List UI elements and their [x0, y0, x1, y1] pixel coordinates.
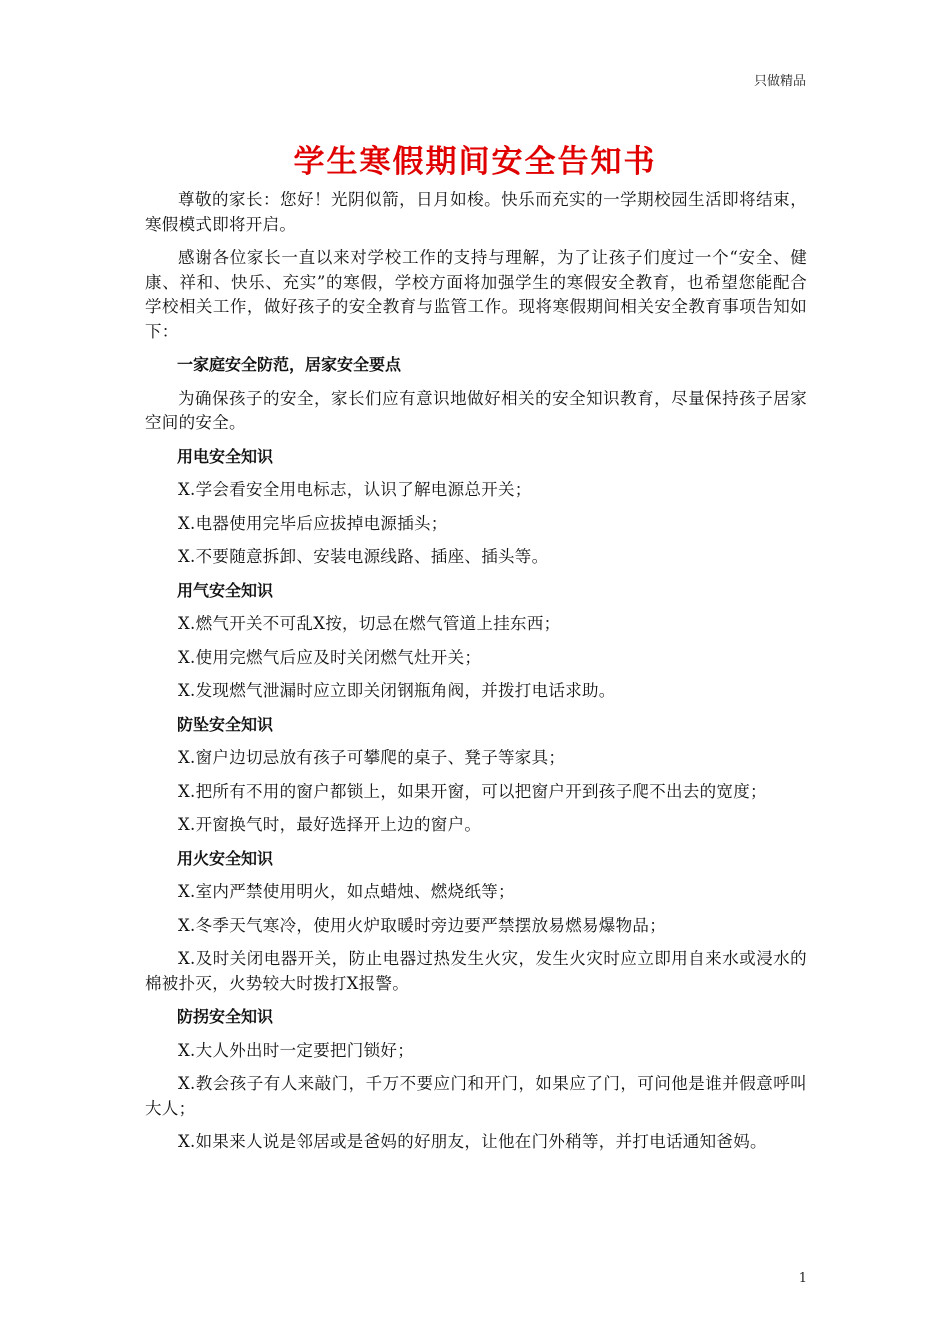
- list-item: X.如果来人说是邻居或是爸妈的好朋友，让他在门外稍等，并打电话通知爸妈。: [178, 1132, 767, 1151]
- list-item: X.冬季天气寒冷，使用火炉取暖时旁边要严禁摆放易燃易爆物品；: [178, 915, 666, 935]
- intro-paragraph-greeting: 尊敬的家长：您好！光阴似箭，日月如梭。快乐而充实的一学期校园生活即将结束，寒假模式即将开启。: [145, 190, 807, 234]
- list-item: X.学会看安全用电标志，认识了解电源总开关；: [178, 480, 532, 499]
- list-item: X.燃气开关不可乱X按，切忌在燃气管道上挂东西；: [178, 614, 561, 633]
- section-heading-abduction: 防拐安全知识: [177, 1007, 274, 1026]
- list-item: X.及时关闭电器开关，防止电器过热发生火灾，发生火灾时应立即用自来水或浸水的棉被扑灭，火势较大时拨打X报警。: [145, 949, 807, 993]
- page-title: 学生寒假期间安全告知书: [293, 144, 657, 180]
- section-heading-gas: 用气安全知识: [177, 580, 274, 600]
- section-heading-fall: 防坠安全知识: [177, 714, 274, 734]
- page-number: 1: [798, 1271, 807, 1286]
- list-item: X.不要随意拆卸、安装电源线路、插座、插头等。: [178, 547, 549, 566]
- list-item: X.使用完燃气后应及时关闭燃气灶开关；: [178, 647, 482, 667]
- section-heading-home-safety: 一家庭安全防范，居家安全要点: [177, 355, 402, 374]
- section-paragraph-home-safety: 为确保孩子的安全，家长们应有意识地做好相关的安全知识教育，尽量保持孩子居家空间的安全。: [145, 388, 807, 432]
- list-item: X.室内严禁使用明火，如点蜡烛、燃烧纸等；: [178, 882, 515, 901]
- header-note: 只做精品: [753, 74, 806, 89]
- list-item: X.教会孩子有人来敲门，千万不要应门和开门，如果应了门，可问他是谁并假意呼叫大人；: [145, 1074, 807, 1118]
- document-body: [145, 188, 807, 1164]
- list-item: X.把所有不用的窗户都锁上，如果开窗，可以把窗户开到孩子爬不出去的宽度；: [178, 781, 767, 801]
- list-item: X.大人外出时一定要把门锁好；: [178, 1040, 414, 1060]
- section-heading-fire: 用火安全知识: [177, 848, 274, 868]
- list-item: X.窗户边切忌放有孩子可攀爬的桌子、凳子等家具；: [178, 748, 566, 767]
- section-heading-electric: 用电安全知识: [177, 446, 274, 466]
- intro-paragraph-thanks: 感谢各位家长一直以来对学校工作的支持与理解，为了让孩子们度过一个“安全、健康、祥和、快乐、充实”的寒假，学校方面将加强学生的寒假安全教育，也希望您能配合学校相关工作，做好孩子的安全教育与监管工作。现将寒假期间相关安全教育事项告知如下：: [145, 248, 807, 341]
- list-item: X.发现燃气泄漏时应立即关闭钢瓶角阀，并拨打电话求助。: [178, 681, 616, 700]
- list-item: X.开窗换气时，最好选择开上边的窗户。: [178, 815, 482, 834]
- list-item: X.电器使用完毕后应拔掉电源插头；: [178, 513, 448, 533]
